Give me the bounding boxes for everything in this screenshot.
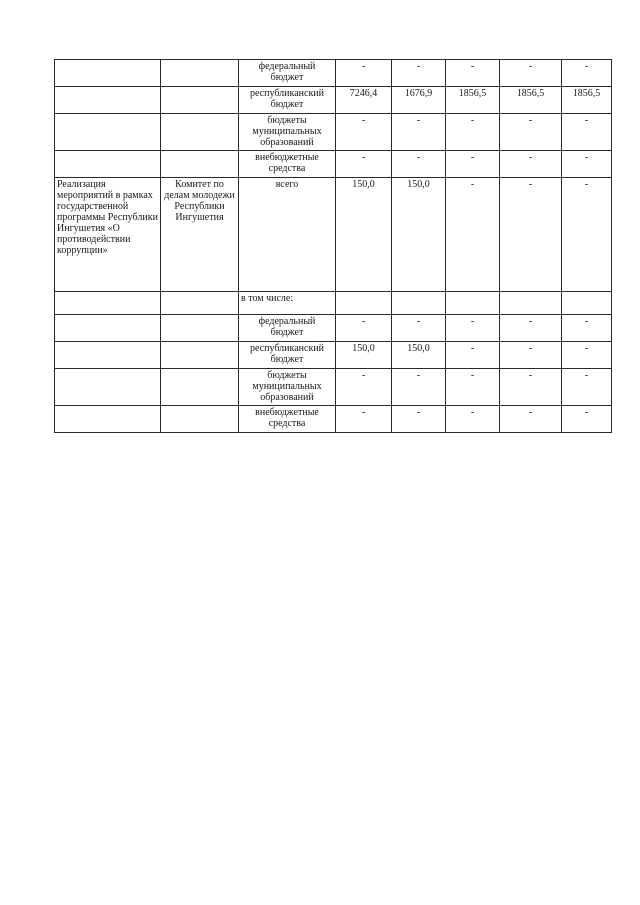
value-cell: - [500, 369, 562, 406]
table-row [55, 178, 612, 292]
value-cell: - [336, 60, 392, 87]
value-cell: - [392, 406, 446, 433]
value-cell: - [500, 60, 562, 87]
table-row [55, 292, 612, 315]
funding-source-cell: республиканский бюджет [239, 87, 336, 114]
executor-cell [161, 342, 239, 369]
value-cell: - [562, 151, 612, 178]
value-cell: - [336, 406, 392, 433]
value-cell: - [562, 60, 612, 87]
program-name-cell: Реализация мероприятий в рамках государственной программы Республики Ингушетия «О противодействии коррупции» [55, 178, 161, 292]
program-name-cell [55, 315, 161, 342]
funding-source-cell: бюджеты муниципальных образований [239, 114, 336, 151]
value-cell: 150,0 [336, 342, 392, 369]
budget-table [54, 59, 612, 433]
value-cell: 1856,5 [500, 87, 562, 114]
funding-source-cell: федеральный бюджет [239, 60, 336, 87]
value-cell: - [446, 406, 500, 433]
funding-source-cell: всего [239, 178, 336, 292]
value-cell: - [500, 406, 562, 433]
funding-source-cell: бюджеты муниципальных образований [239, 369, 336, 406]
value-cell: - [562, 342, 612, 369]
program-name-cell [55, 369, 161, 406]
executor-cell [161, 292, 239, 315]
value-cell: - [392, 60, 446, 87]
value-cell: - [336, 114, 392, 151]
value-cell: 150,0 [392, 342, 446, 369]
value-cell: - [446, 114, 500, 151]
executor-cell [161, 406, 239, 433]
program-name-cell [55, 114, 161, 151]
program-name-cell [55, 151, 161, 178]
value-cell: - [392, 151, 446, 178]
executor-cell [161, 315, 239, 342]
table-row [55, 87, 612, 114]
value-cell [500, 292, 562, 315]
value-cell: 7246,4 [336, 87, 392, 114]
value-cell [336, 292, 392, 315]
value-cell: - [500, 151, 562, 178]
table-row [55, 406, 612, 433]
value-cell: 1676,9 [392, 87, 446, 114]
value-cell [562, 292, 612, 315]
program-name-cell [55, 292, 161, 315]
value-cell: 150,0 [392, 178, 446, 292]
value-cell: - [500, 342, 562, 369]
table-row [55, 369, 612, 406]
program-name-cell [55, 342, 161, 369]
value-cell: - [392, 315, 446, 342]
value-cell: - [336, 369, 392, 406]
program-name-cell [55, 60, 161, 87]
value-cell: - [500, 114, 562, 151]
value-cell: - [500, 178, 562, 292]
value-cell: - [562, 178, 612, 292]
table-row [55, 315, 612, 342]
value-cell: - [562, 114, 612, 151]
value-cell: - [336, 151, 392, 178]
value-cell: - [446, 315, 500, 342]
value-cell: - [500, 315, 562, 342]
program-name-cell [55, 406, 161, 433]
executor-cell [161, 60, 239, 87]
value-cell: 1856,5 [446, 87, 500, 114]
value-cell: - [446, 178, 500, 292]
value-cell: 150,0 [336, 178, 392, 292]
table-row [55, 151, 612, 178]
table-row [55, 342, 612, 369]
value-cell: - [336, 315, 392, 342]
value-cell [446, 292, 500, 315]
value-cell: - [562, 406, 612, 433]
value-cell: - [446, 369, 500, 406]
value-cell: - [446, 342, 500, 369]
program-name-cell [55, 87, 161, 114]
executor-cell [161, 114, 239, 151]
executor-cell [161, 87, 239, 114]
value-cell [392, 292, 446, 315]
executor-cell [161, 151, 239, 178]
funding-source-cell: внебюджетные средства [239, 406, 336, 433]
funding-source-cell: федеральный бюджет [239, 315, 336, 342]
table-row [55, 114, 612, 151]
value-cell: - [392, 369, 446, 406]
executor-cell [161, 369, 239, 406]
funding-source-cell: в том числе: [239, 292, 336, 315]
value-cell: - [562, 369, 612, 406]
funding-source-cell: республиканский бюджет [239, 342, 336, 369]
table-row [55, 60, 612, 87]
funding-source-cell: внебюджетные средства [239, 151, 336, 178]
value-cell: - [446, 151, 500, 178]
executor-cell: Комитет по делам молодежи Республики Ингушетия [161, 178, 239, 292]
value-cell: - [392, 114, 446, 151]
value-cell: 1856,5 [562, 87, 612, 114]
value-cell: - [562, 315, 612, 342]
value-cell: - [446, 60, 500, 87]
